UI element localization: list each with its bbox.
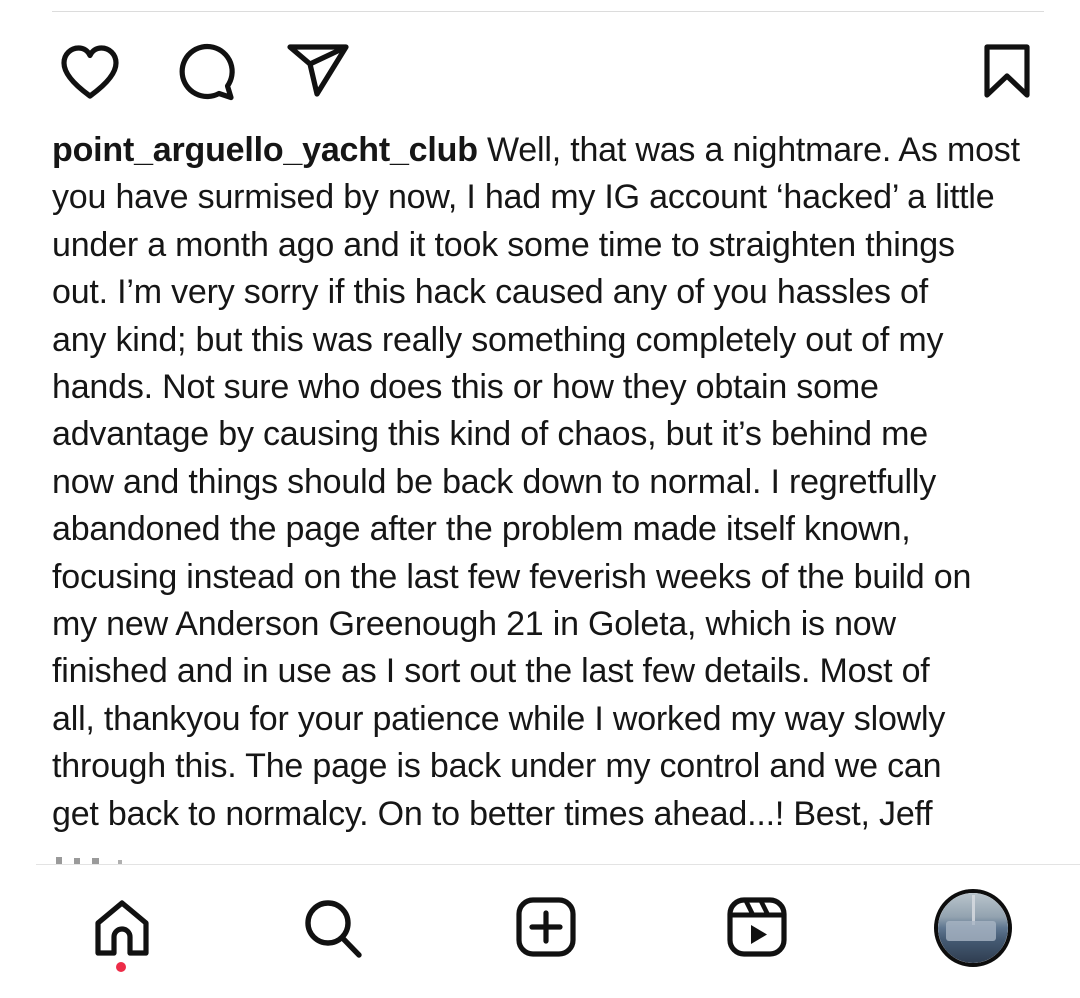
caption-line: out. I’m very sorry if this hack caused any of you hassles of <box>52 273 928 312</box>
save-bookmark-icon[interactable] <box>982 43 1032 99</box>
caption-line: any kind; but this was really something completely out of my <box>52 320 944 359</box>
reels-icon[interactable] <box>726 896 788 958</box>
caption-line: all, thankyou for your patience while I worked my way slowly <box>52 699 946 738</box>
cut-off-next-line <box>52 842 192 864</box>
caption-line: under a month ago and it took some time to straighten things <box>52 225 955 264</box>
avatar-photo <box>938 893 1008 963</box>
caption-line <box>52 127 1062 174</box>
add-post-icon[interactable] <box>515 896 577 958</box>
username-link[interactable]: point_arguello_yacht_club <box>52 131 478 169</box>
caption-line: through this. The page is back under my control and we can <box>52 747 942 786</box>
caption-text: Well, that was a nightmare. As most <box>487 131 1020 169</box>
post-action-bar <box>0 0 1080 120</box>
caption-line: get back to normalcy. On to better times ahead...! Best, Jeff <box>52 794 933 833</box>
caption-line: advantage by causing this kind of chaos, but it’s behind me <box>52 415 928 454</box>
home-icon[interactable] <box>92 899 152 957</box>
caption-line: you have surmised by now, I had my IG account ‘hacked’ a little <box>52 178 995 217</box>
share-paper-plane-icon[interactable] <box>286 42 350 98</box>
search-icon[interactable] <box>302 898 366 960</box>
post-caption <box>52 127 1062 838</box>
caption-line: abandoned the page after the problem made itself known, <box>52 510 911 549</box>
caption-line: hands. Not sure who does this or how they obtain some <box>52 368 879 407</box>
cut-off-text-fragment <box>52 842 192 864</box>
like-heart-icon[interactable] <box>58 44 122 102</box>
caption-line: my new Anderson Greenough 21 in Goleta, which is now <box>52 605 896 644</box>
caption-line: now and things should be back down to normal. I regretfully <box>52 462 937 501</box>
caption-line: focusing instead on the last few feverish weeks of the build on <box>52 557 972 596</box>
active-tab-indicator <box>116 962 126 972</box>
comment-bubble-icon[interactable] <box>174 42 236 102</box>
profile-avatar[interactable] <box>934 889 1012 967</box>
caption-line: finished and in use as I sort out the last few details. Most of <box>52 652 930 691</box>
